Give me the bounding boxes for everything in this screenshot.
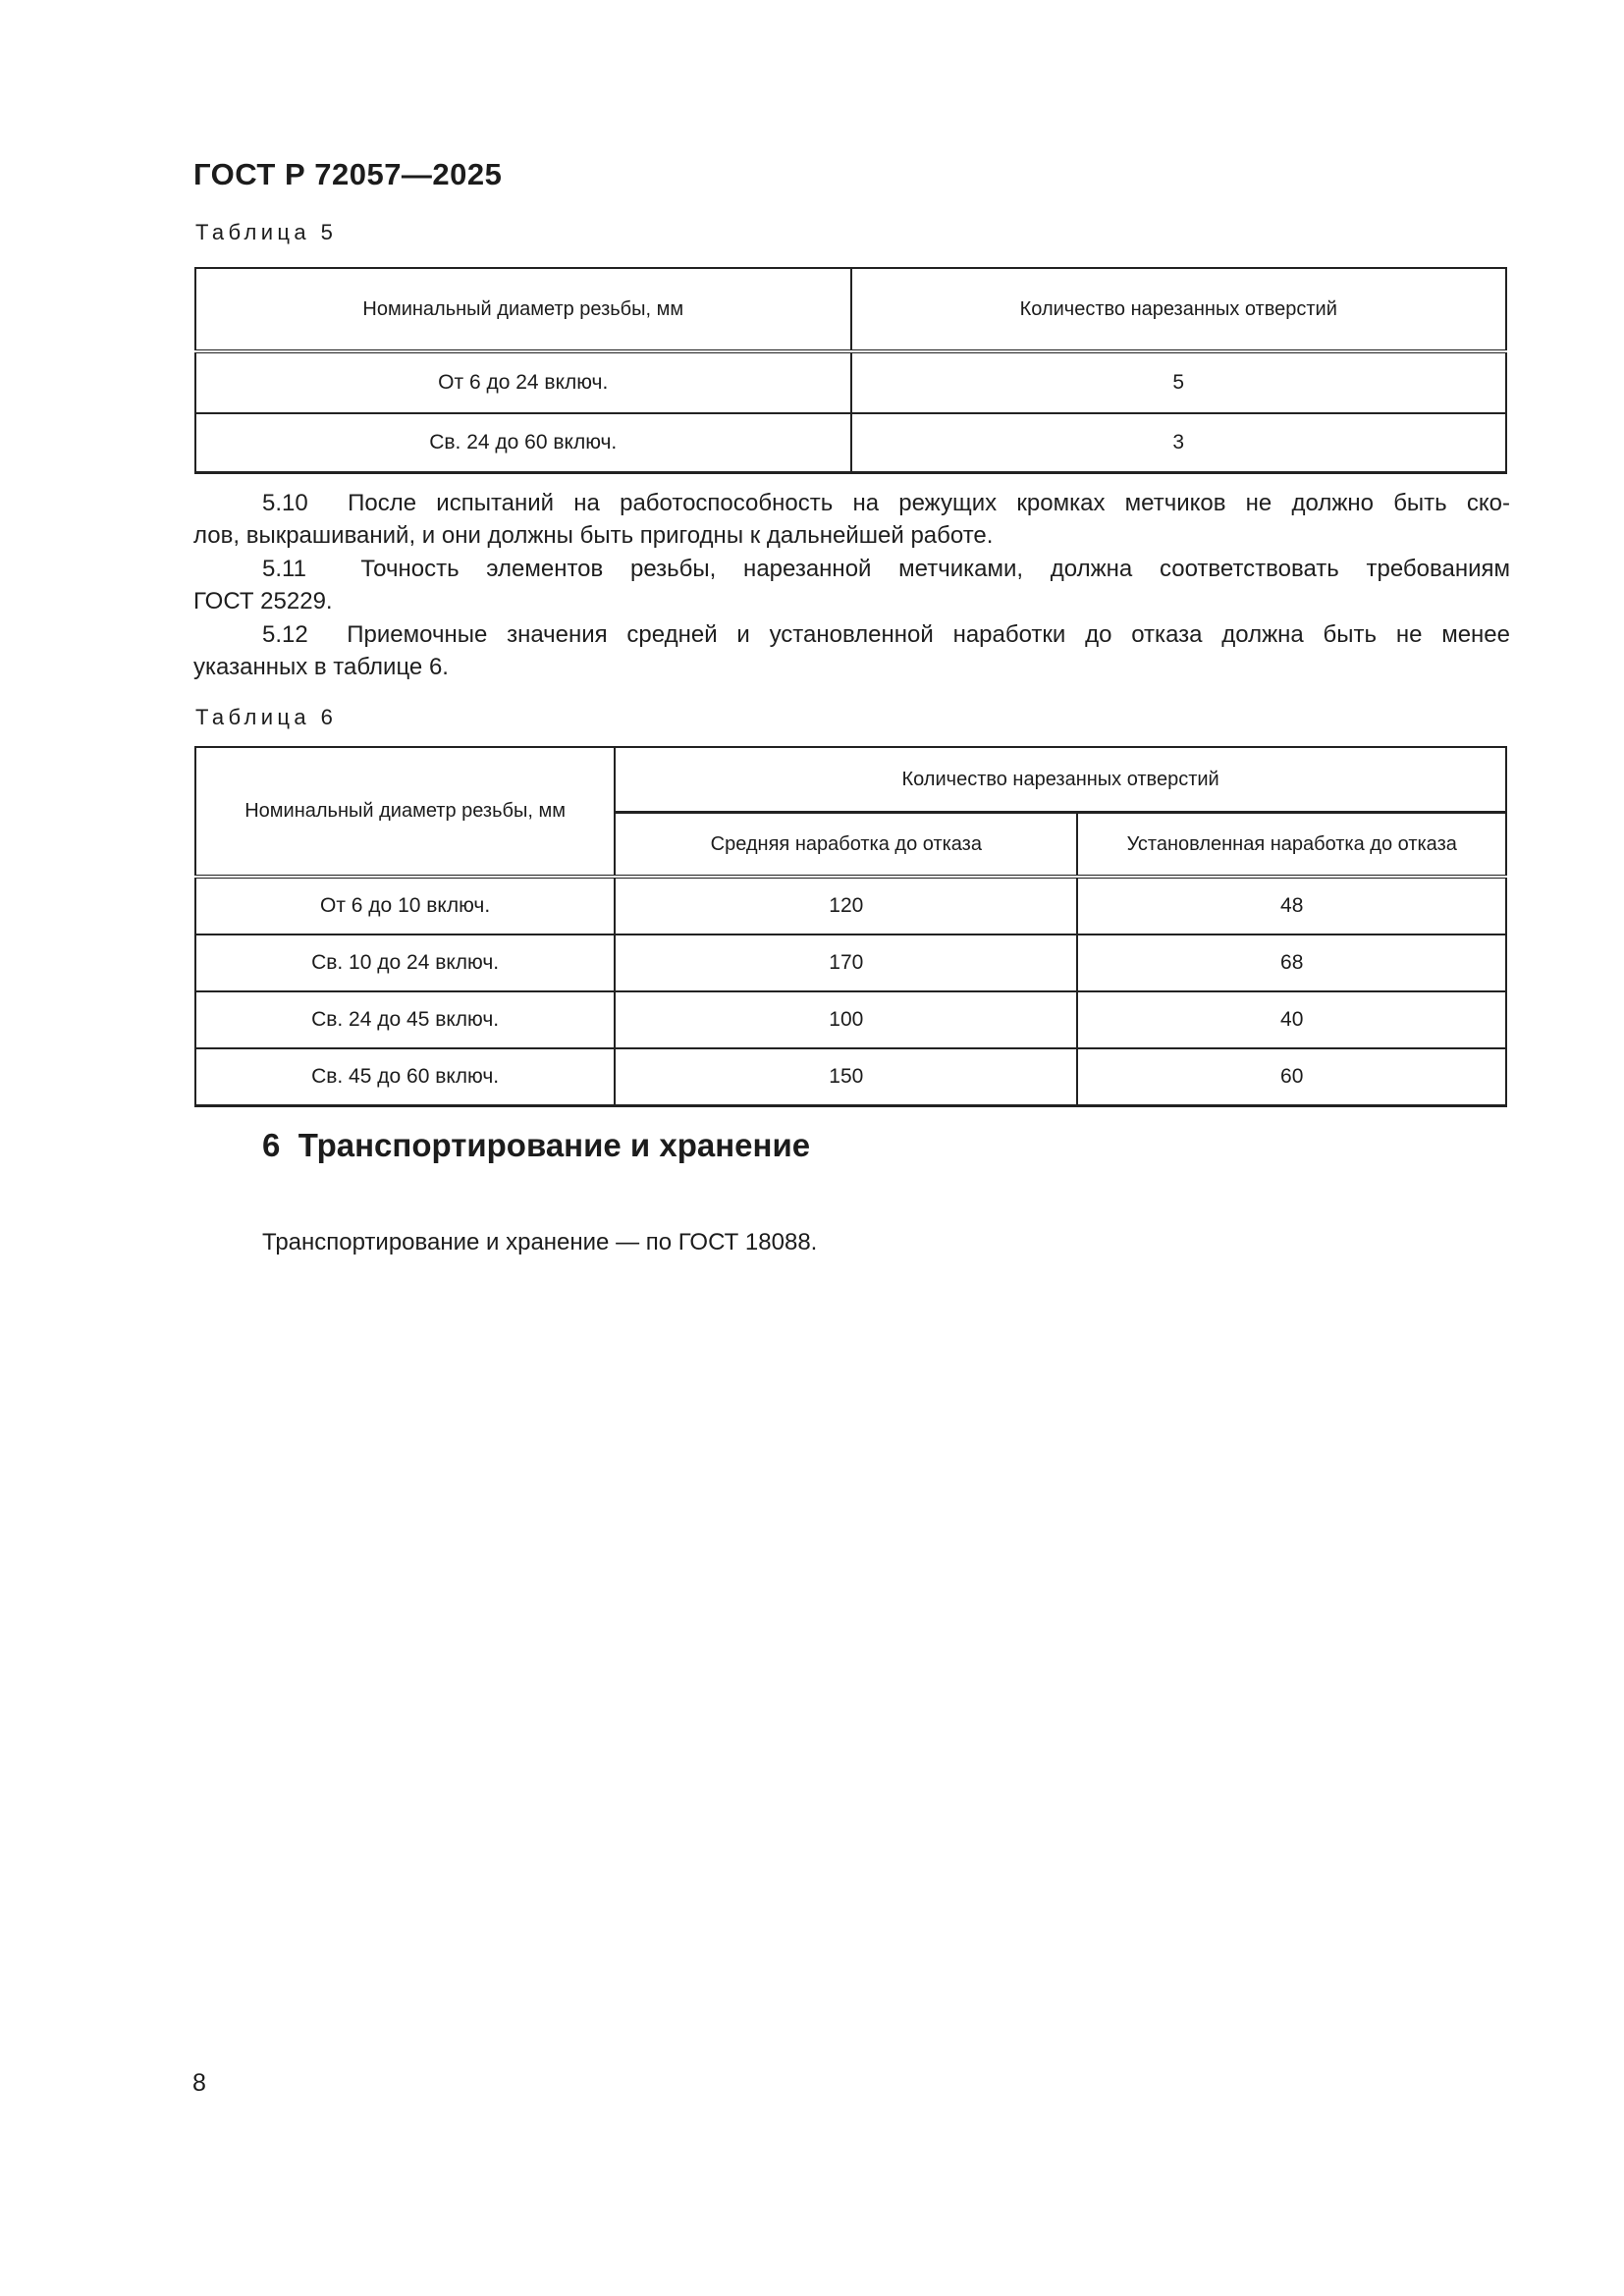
- table-row: [195, 351, 1506, 413]
- table-cell: 170: [615, 934, 1077, 991]
- table-cell: 68: [1077, 934, 1506, 991]
- table6-subheader-cell: Средняя наработка до отказа: [615, 813, 1077, 878]
- table-row: [195, 934, 1506, 991]
- table6-label: Таблица 6: [195, 705, 338, 729]
- table-row: [195, 877, 1506, 934]
- table-cell: Св. 10 до 24 включ.: [195, 934, 615, 991]
- paragraph-5-11-line: 5.11 Точность элементов резьбы, нарезанной метчиками, должна соответствовать требованиям: [262, 555, 1510, 582]
- table6-subheader-cell: Установленная наработка до отказа: [1077, 813, 1506, 878]
- table5-label: Таблица 5: [195, 220, 338, 244]
- body-paragraphs: [193, 487, 1510, 683]
- document-header: ГОСТ Р 72057—2025: [193, 157, 503, 191]
- table-cell: Св. 45 до 60 включ.: [195, 1048, 615, 1106]
- table5-header-cell: Количество нарезанных отверстий: [851, 268, 1507, 351]
- table6-header-row-1: [195, 747, 1506, 813]
- table-cell: 150: [615, 1048, 1077, 1106]
- table-cell: 100: [615, 991, 1077, 1048]
- paragraph-5-12-line: 5.12 Приемочные значения средней и установленной наработки до отказа должна быть не менее: [262, 620, 1510, 648]
- table-cell: От 6 до 24 включ.: [438, 371, 609, 394]
- table-5: [194, 267, 1507, 474]
- table-row: [195, 1048, 1506, 1106]
- table6-group-header-cell: Количество нарезанных отверстий: [615, 747, 1506, 813]
- page-number: 8: [192, 2069, 206, 2097]
- paragraph-5-12-line: указанных в таблице 6.: [193, 654, 449, 681]
- table-cell: Св. 24 до 45 включ.: [195, 991, 615, 1048]
- table-cell: 60: [1077, 1048, 1506, 1106]
- table-cell: Св. 24 до 60 включ.: [195, 413, 851, 473]
- paragraph-5-11-line: ГОСТ 25229.: [193, 588, 333, 615]
- table6-col1-header-cell: Номинальный диаметр резьбы, мм: [195, 747, 615, 877]
- table-cell: От 6 до 10 включ.: [320, 894, 491, 917]
- section-6-heading: 6 Транспортирование и хранение: [262, 1127, 811, 1163]
- section-6-paragraph: Транспортирование и хранение — по ГОСТ 18088.: [262, 1229, 818, 1255]
- table-cell: 5: [851, 351, 1507, 413]
- table-6: [194, 746, 1507, 1107]
- table-row: [195, 991, 1506, 1048]
- table-row: [195, 413, 1506, 473]
- table-cell: 48: [1077, 877, 1506, 934]
- table-cell: 120: [615, 877, 1077, 934]
- table5-header-row: [195, 268, 1506, 351]
- table-cell: 40: [1077, 991, 1506, 1048]
- paragraph-5-10-line: лов, выкрашиваний, и они должны быть пригодны к дальнейшей работе.: [193, 522, 994, 550]
- table5-header-cell: Номинальный диаметр резьбы, мм: [195, 268, 851, 351]
- table-cell: 3: [851, 413, 1507, 473]
- paragraph-5-10-line: 5.10 После испытаний на работоспособность на режущих кромках метчиков не должно быть ско-: [262, 490, 1510, 516]
